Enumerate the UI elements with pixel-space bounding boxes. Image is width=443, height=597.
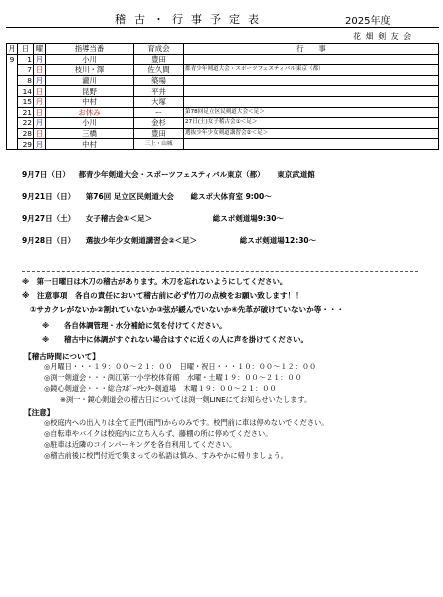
col-ikusei: 育成会 <box>134 44 184 55</box>
table-row <box>7 86 439 97</box>
notice-line-5: ※ 稽古中に体調がすぐれない場合はすぐに近くの人に声を掛けてください。 <box>42 335 308 344</box>
event-text: 都青少年剣道大会・スポーツフェスティバル東京（都） <box>78 170 265 179</box>
section-divider <box>22 271 418 272</box>
ikusei-cell: 豊田 <box>134 54 184 65</box>
caution-item: ◎自転車やバイクは校庭内に立ち入らず、藤棚の所に停めてください。 <box>44 429 273 438</box>
day-cell: 28 <box>18 128 34 139</box>
col-dow: 曜 <box>34 44 46 55</box>
caution-item: ◎校庭内への出入りは全て正門(南門)からのみです。校門前に車は停めないでください。 <box>44 418 329 427</box>
ikusei-cell: 三上・山城 <box>134 139 184 150</box>
event-cell: 27日(土)女子稽古会①＜足＞ <box>184 118 439 129</box>
event-cell <box>184 96 439 107</box>
practice-time-item: ◎月曜日・・・１９：００～２１：００ 日曜・祝日・・・１０：００～１２：００ <box>44 362 317 371</box>
notice-line-3: ①サカクレがないか②割れていないか③弦が緩んでいないか④先革が破けていないか等・・・ <box>30 305 345 314</box>
leader-cell: 三橋 <box>46 128 134 139</box>
practice-time-item: ◎鏡心剣道会・・・総合ｽﾎﾟｰﾂｾﾝﾀｰ剣道場 木曜１９：００～２１：００ <box>44 384 277 393</box>
dow-cell: 月 <box>34 96 46 107</box>
leader-cell: 中村 <box>46 139 134 150</box>
event-line-4 <box>22 235 316 246</box>
event-cell <box>184 75 439 86</box>
day-cell: 29 <box>18 139 34 150</box>
event-text: 第76回 足立区民剣道大会 <box>85 192 174 201</box>
day-cell: 22 <box>18 118 34 129</box>
table-row <box>7 96 439 107</box>
event-date: 9月21日（日） <box>22 192 76 201</box>
dow-cell: 月 <box>34 75 46 86</box>
ikusei-cell: 豊田 <box>134 128 184 139</box>
day-cell: 14 <box>18 86 34 97</box>
dow-cell: 月 <box>34 54 46 65</box>
table-row <box>7 75 439 86</box>
caution-item: ◎稽古前後に校門付近で集まっての私語は慎み、すみやかに帰りましょう。 <box>44 451 288 460</box>
caution-heading: 【注意】 <box>24 408 55 417</box>
header-rule <box>6 27 439 28</box>
practice-time-item: ◎渕一剣道会・・・渕江第一小学校体育館 水曜・土曜１９：００～２１：００ <box>44 373 302 382</box>
event-cell: 都青少年剣道大会・スポーツフェスティバル東京（都） <box>184 65 439 76</box>
ikusei-cell: ー <box>134 107 184 118</box>
leader-cell: 小川 <box>46 54 134 65</box>
leader-cell: 小川 <box>46 118 134 129</box>
event-cell <box>184 54 439 65</box>
ikusei-cell: 築場 <box>134 75 184 86</box>
dow-cell: 日 <box>34 107 46 118</box>
event-cell: 第78回足立区民剣道大会＜足＞ <box>184 107 439 118</box>
notice-line-1: ※ 第一日曜日は木刀の稽古があります。木刀を忘れないようにしてください。 <box>22 277 288 286</box>
day-cell: 15 <box>18 96 34 107</box>
event-place: 総スポ剣道場9:30～ <box>212 214 284 223</box>
practice-time-item: ※渕一・鏡心剣道会の稽古日については渕一剣LINEにてお知らせいたします。 <box>60 395 312 404</box>
leader-cell: 中村 <box>46 96 134 107</box>
event-text: 女子稽古会①＜足＞ <box>85 214 153 223</box>
event-cell: 選抜少年少女剣道講習会②＜足＞ <box>184 128 439 139</box>
col-month: 月 <box>8 44 16 54</box>
schedule-table <box>6 43 439 150</box>
leader-cell: 瀧川 <box>46 75 134 86</box>
day-cell: 7 <box>18 65 34 76</box>
practice-times-heading: 【稽古時間について】 <box>24 352 100 361</box>
dow-cell: 日 <box>34 86 46 97</box>
col-leader: 指導当番 <box>46 44 134 55</box>
day-cell: 21 <box>18 107 34 118</box>
event-line-2 <box>22 191 272 202</box>
table-row <box>7 128 439 139</box>
page-title: 稽古・行事予定表 <box>115 13 267 26</box>
table-row <box>7 139 439 150</box>
event-date: 9月27日（土） <box>22 214 76 223</box>
leader-cell: お休み <box>46 107 134 118</box>
month-cell: 9 <box>7 54 18 149</box>
ikusei-cell: 大塚 <box>134 96 184 107</box>
notice-line-4: ※ 各自体調管理・水分補給に気を付けてください。 <box>42 321 227 330</box>
event-place: 総スポ剣道場12:30～ <box>239 236 317 245</box>
day-cell: 1 <box>18 54 34 65</box>
fiscal-year: 2025年度 <box>345 16 391 27</box>
event-date: 9月28日（日） <box>22 236 76 245</box>
event-place: 東京武道館 <box>277 170 315 179</box>
ikusei-cell: 佐久間 <box>134 65 184 76</box>
table-header-row <box>7 44 439 55</box>
table-row <box>7 107 439 118</box>
table-row <box>7 54 439 65</box>
table-row <box>7 65 439 76</box>
notice-line-2: ※ 注意事項 各自の責任において稽古前に必ず竹刀の点検をお願い致します！！ <box>22 291 303 300</box>
event-line-3 <box>22 213 284 224</box>
dow-cell: 月 <box>34 139 46 150</box>
event-place: 総スポ大体育室 9:00～ <box>190 192 272 201</box>
ikusei-cell: 平井 <box>134 86 184 97</box>
table-row <box>7 118 439 129</box>
event-cell <box>184 139 439 150</box>
event-date: 9月7日（日） <box>22 170 70 179</box>
dow-cell: 月 <box>34 118 46 129</box>
leader-cell: 枝川・澤 <box>46 65 134 76</box>
day-cell: 8 <box>18 75 34 86</box>
dow-cell: 日 <box>34 65 46 76</box>
col-day: 日 <box>18 44 34 55</box>
caution-item: ◎駐車は近隣のコインパーキングを各自利用してください。 <box>44 440 237 449</box>
event-cell <box>184 86 439 97</box>
ikusei-cell: 金杉 <box>134 118 184 129</box>
leader-cell: 昆野 <box>46 86 134 97</box>
col-event: 行 事 <box>184 44 439 55</box>
event-line-1 <box>22 169 315 180</box>
dow-cell: 日 <box>34 128 46 139</box>
organization-name: 花 畑 剣 友 会 <box>353 32 413 41</box>
event-text: 選抜少年少女剣道講習会②＜足＞ <box>85 236 198 245</box>
